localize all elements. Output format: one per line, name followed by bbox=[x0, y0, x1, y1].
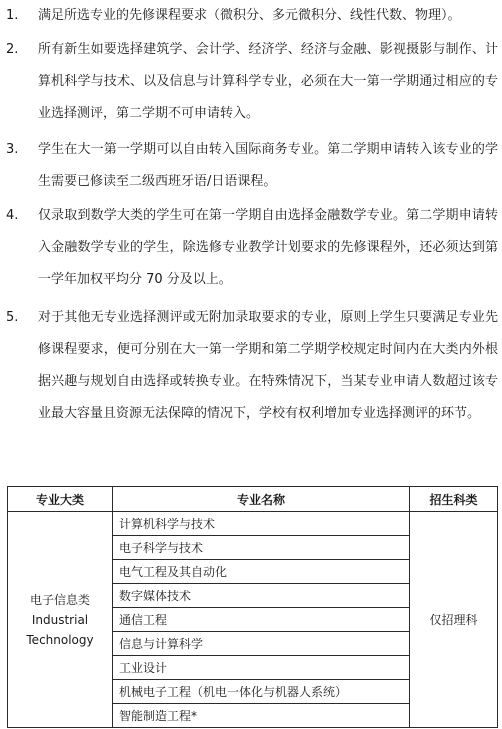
major-table bbox=[7, 486, 498, 728]
list-item bbox=[0, 0, 502, 32]
major-name: 电子科学与技术 bbox=[113, 536, 410, 560]
table-row bbox=[8, 512, 498, 536]
science-type-cell: 仅招理科 bbox=[410, 512, 498, 728]
major-name: 计算机科学与技术 bbox=[113, 512, 410, 536]
major-name: 工业设计 bbox=[113, 656, 410, 680]
category-english-line2: Technology bbox=[26, 632, 94, 647]
header-major: 专业名称 bbox=[113, 487, 410, 512]
item-number: 1. bbox=[6, 8, 19, 23]
item-number: 2. bbox=[6, 42, 19, 57]
item-text: 学生在大一第一学期可以自由转入国际商务专业。第二学期申请转入该专业的学生需要已修读至二级西班牙语/日语课程。 bbox=[38, 142, 498, 189]
category-name: 电子信息类 bbox=[29, 592, 90, 607]
list-item bbox=[0, 134, 502, 198]
major-name: 数字媒体技术 bbox=[113, 584, 410, 608]
list-item bbox=[0, 302, 502, 462]
header-science-type: 招生科类 bbox=[410, 487, 498, 512]
header-category: 专业大类 bbox=[8, 487, 113, 512]
item-text: 满足所选专业的先修课程要求（微积分、多元微积分、线性代数、物理）。 bbox=[38, 8, 461, 23]
table-header-row bbox=[8, 487, 498, 512]
major-name: 信息与计算科学 bbox=[113, 632, 410, 656]
major-name: 通信工程 bbox=[113, 608, 410, 632]
item-number: 3. bbox=[6, 142, 19, 157]
major-name: 智能制造工程* bbox=[113, 704, 410, 728]
category-english-line1: Industrial bbox=[31, 612, 89, 627]
item-number: 5. bbox=[6, 310, 19, 325]
item-text: 对于其他无专业选择测评或无附加录取要求的专业，原则上学生只要满足专业先修课程要求，便可分别在大一第一学期和第二学期学校规定时间内在大类内外根据兴趣与规划自由选择或转换专业。在特殊情况下，当某专业申请人数超过该专业最大容量且资源无法保障的情况下，学校有权利增加专业选择测评的环节。 bbox=[38, 310, 498, 421]
major-name: 机械电子工程（机电一体化与机器人系统） bbox=[113, 680, 410, 704]
category-cell bbox=[8, 512, 113, 728]
major-name: 电气工程及其自动化 bbox=[113, 560, 410, 584]
item-text: 所有新生如要选择建筑学、会计学、经济学、经济与金融、影视摄影与制作、计算机科学与技术、以及信息与计算科学专业，必须在大一第一学期通过相应的专业选择测评，第二学期不可申请转入。 bbox=[38, 42, 498, 121]
item-text: 仅录取到数学大类的学生可在第一学期自由选择金融数学专业。第二学期申请转入金融数学专业的学生，除选修专业教学计划要求的先修课程外，还必须达到第一学年加权平均分 70 分及以上。 bbox=[38, 208, 498, 287]
item-number: 4. bbox=[6, 208, 19, 223]
list-item bbox=[0, 34, 502, 130]
list-item bbox=[0, 200, 502, 296]
